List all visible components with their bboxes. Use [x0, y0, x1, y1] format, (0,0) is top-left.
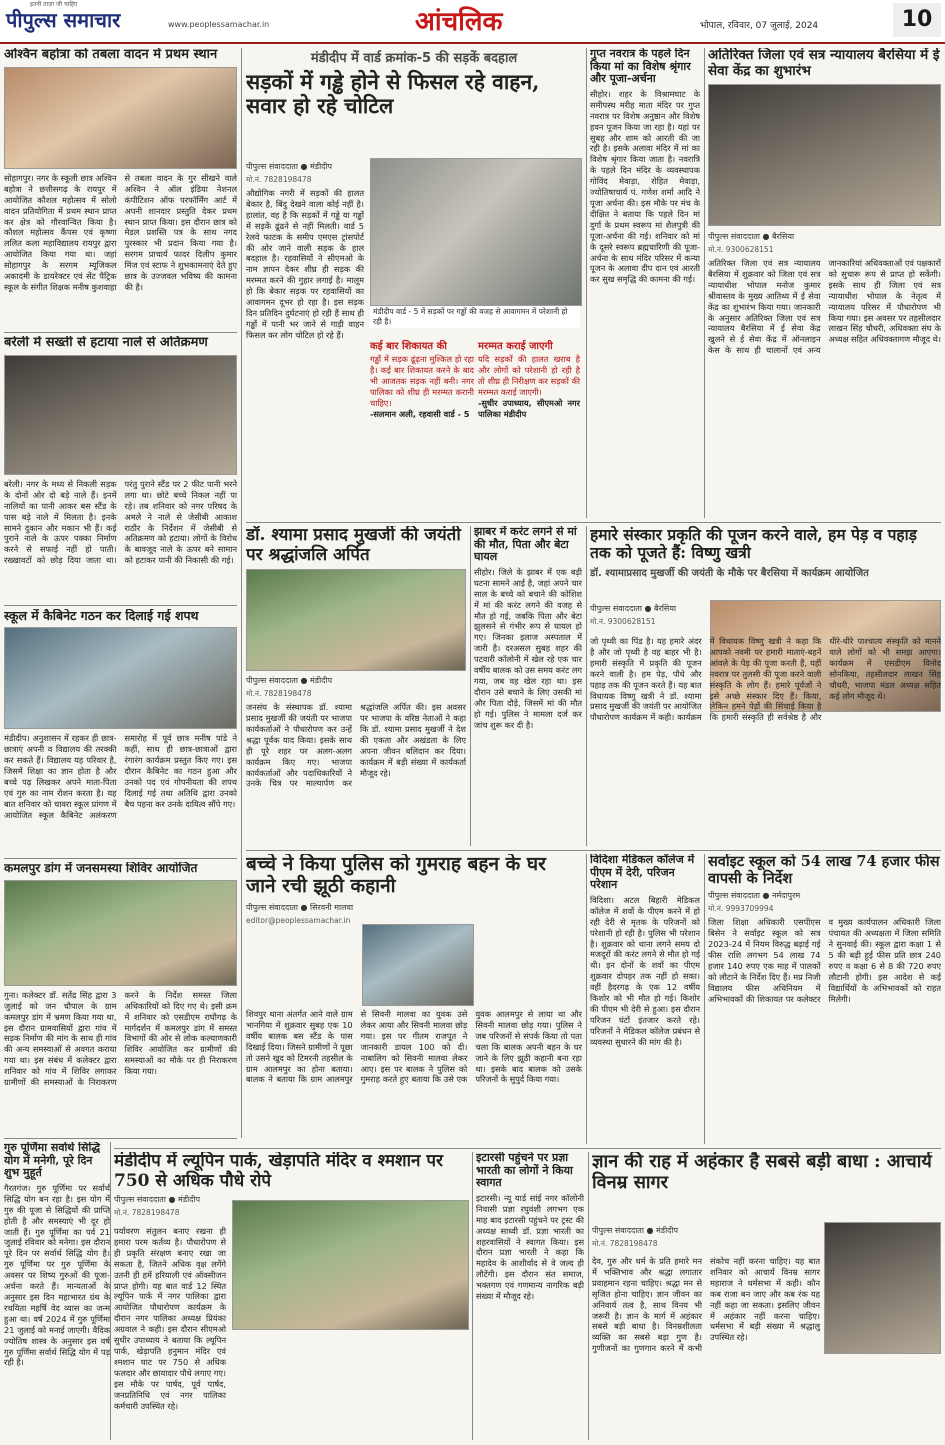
column-rule: [472, 1152, 473, 1440]
story-headline: अतिरिक्त जिला एवं सत्र न्यायालय बैरसिया में ई सेवा केंद्र का शुभारंभ: [708, 48, 940, 79]
story-photo: [4, 67, 237, 169]
story-khatri: [590, 526, 941, 846]
story-eseva: [708, 48, 941, 518]
story-headline: बच्चे ने किया पुलिस को गुमराह बहन के घर जाने रची झूठी कहानी: [246, 854, 546, 897]
story-body: मंडीदीप। अनुशासन में रहकर ही छात्र-छात्राएं अपनी व विद्यालय की तरक्की कर सकते हैं। विद्यालय यह परिवार है, जिसमें शिक्षा का ज्ञान होता है और बच्चे पढ़ लिखकर अपने माता-पिता एवं गुरु का नाम रोशन करता है। यह बात शनिवार को चावरा स्कूल प्रांगण में आयोजित स्कूल कैबिनेट अलंकरण समारोह में पूर्व छात्र मनीष पांडे ने कहीं, साथ ही छात्र-छात्राओं द्वारा रंगारंग कार्यक्रम प्रस्तुत किए गए। इस दौरान कैबिनेट का गठन हुआ और उनको पद एवं गोपनीयता की शपथ दिलाई गई तथा अतिथि द्वारा उनको बैच पहना कर उनके दायित्व सौंपे गए।: [4, 733, 237, 820]
story-plants: [114, 1152, 469, 1440]
photo-caption: मंडीदीप वार्ड - 5 में सड़कों पर गड्ढों की वजह से आवागमन में परेशानी हो रही है।: [370, 306, 580, 328]
column-rule: [704, 48, 705, 518]
story-photo: [4, 355, 237, 475]
story-byline: पीपुल्स संवाददाता ● बैरसिया: [708, 232, 795, 242]
column-rule: [586, 48, 587, 518]
story-body: औद्योगिक नगरी में सड़कों की हालत बेकार है, बिंदु देखने वाला कोई नहीं है। हालांत, वह है कि सड़कों में गड्ढे या गड्ढों में सड़कें ढूंढने से नहीं मिलती। वार्ड 5 रेलवे फाटक के समीप एमएस ट्रांसपोर्ट की ओर जाने वाली सड़क के हाल बदहाल है। रहवासियों ने सीएमओ के नाम ज्ञापन देकर शीघ्र ही सड़क की मरम्मत करने की गुहार लगाई है। मालूम हो कि बेकार सड़क पर रहवासियों का आवागमन दूभर हो रहा है। इस सड़क दिन प्रतिदिन दुर्घटनाएं हो रही हैं साथ ही गड्ढों में पानी भर जाने से गाड़ी वाहन फिसल कर लोग चोटिल हो रहे हैं।: [246, 188, 364, 340]
story-headline: झाबर में करंट लगने से मां की मौत, पिता और बेटा घायल: [474, 526, 577, 564]
story-headline: अश्विन बहोत्रा को तबला वादन में प्रथम स्थान: [4, 48, 218, 62]
brand-tagline: इतनी ताज़ा जी चाहिए: [30, 1, 78, 8]
story-body: शिवपुर थाना अंतर्गत आने वाले ग्राम भानगिया में शुक्रवार सुबह एक 10 वर्षीय बालक बस स्टैंड के पास दिखाई दिया। जिसने ग्रामीणों ने पूछा तो उसने खुद को टिमरनी तहसील के ग्राम आलमपुर का होना बताया। बालक ने बताया कि ग्राम आलमपुर से सिवनी मालवा का युवक उसे लेकर आया और सिवनी मालवा छोड़ गया। इस पर गीतम राजपूत ने जानकारी डायल 100 को दी। नाबालिग को सिवनी मालवा लेकर आए। इस पर बालक ने पुलिस को गुमराह करते हुए बताया कि उसे एक युवक आलमपुर से लाया था और सिवनी मालवा छोड़ गया। पुलिस ने जब परिजनों से संपर्क किया तो पता चला कि बालक अपनी बहन के घर जाने के लिए झूठी कहानी बना रहा था। इसके बाद बालक को उसके परिजनों के सुपुर्द किया गया।: [246, 1009, 582, 1085]
brand-logo: पीपुल्स समाचार: [6, 8, 121, 32]
story-photo: [246, 569, 466, 671]
story-photo: [4, 880, 237, 986]
story-byline: पीपुल्स संवाददाता ● मंडीदीप: [246, 162, 333, 171]
site-url[interactable]: www.peoplessamachar.in: [168, 20, 270, 29]
story-photo: [824, 1222, 941, 1354]
story-byline: पीपुल्स संवाददाता ● बैरसिया: [590, 604, 677, 613]
story-body: पर्यावरण संतुलन बनाए रखना ही हमारा परम कर्तव्य है। पौधारोपण से ही प्रकृति संरक्षण बनाए रखा जा सकता है, जितने अधिक वृक्ष लगेंगे उतनी ही हमें हरियाली एवं ऑक्सीजन प्राप्त होगी। यह बात वार्ड 12 स्थित ल्यूपिन पार्क में नगर पालिका द्वारा आयोजित पौधारोपण कार्यक्रम के दौरान नगर पालिका अध्यक्ष प्रियंका अग्रवाल ने कही। इस दौरान सीएमओ सुधीर उपाध्याय ने बताया कि ल्यूपिन पार्क, खेड़ापति हनुमान मंदिर एवं श्मशान घाट पर 750 से अधिक फलदार और छायादार पौधे लगाए गए। इस मौके पर पार्षद, पूर्व पार्षद, जनप्रतिनिधि एवं नगर पालिका कर्मचारी उपस्थित रहे।: [114, 1226, 226, 1411]
story-body: देव, गुरु और धर्म के प्रति हमारे मन में भक्तिभाव और श्रद्धा लगातार प्रवाहमान रहना चाहिए। श्रद्धा मन से सृजित होना चाहिए। ज्ञान जीवन का अनिवार्य तत्व है, साथ विनय भी जरूरी है। ज्ञान के मार्ग में अहंकार सबसे बड़ी बाधा है। विनम्रशीलता व्यक्ति का सबसे बड़ा गुण है। गुणीजनों का गुणगान करने में कभी संकोच नहीं करना चाहिए। यह बात शनिवार को आचार्य विनम्र सागर महाराज ने धर्मसभा में कही। कौन कब राजा बन जाए और कब रंक यह नहीं कहा जा सकता। इसलिए जीवन में अहंकार नहीं करना चाहिए। धर्मसभा में बड़ी संख्या में श्रद्धालु उपस्थित रहे।: [592, 1256, 820, 1354]
story-body: गुना। कलेक्टर डॉ. सतेंद्र सिंह द्वारा 3 जुलाई को जन चौपाल के ग्राम कमलपुर डांग में भ्रमण किया गया था, इस दौरान ग्रामवासियों द्वारा गांव में सड़क निर्माण की मांग के साथ ही गांव की अन्य समस्याओं से अवगत कराया गया था। इस संबंध में कलेक्टर द्वारा शनिवार को गांव में शिविर लगाकर ग्रामीणों की समस्याओं के निराकरण करने के निर्देश समस्त जिला अधिकारियों को दिए गए थे। इसी क्रम में शनिवार को एसडीएम राघौगढ़ के मार्गदर्शन में कमलपुर डांग में समस्त विभागों की ओर से लोक कल्याणकारी शिविर आयोजित कर ग्रामीणों की समस्याओं का मौके पर ही निराकरण किया गया।: [4, 989, 237, 1088]
story-headline: गुप्त नवरात्र के पहले दिन किया मां का विशेष श्रृंगार और पूजा-अर्चना: [590, 48, 691, 86]
story-mukherjee: [246, 526, 466, 846]
divider: [246, 522, 941, 523]
story-body: इटारसी। न्यू यार्ड सांई नगर कॉलोनी निवासी प्रज्ञा रघुवंशी लगभग एक माह बाद इटारसी पहुंचने पर ट्रस्ट की अध्यक्ष साध्वी डॉ. प्रज्ञा भारती का शहरवासियों ने स्वागत किया। इस दौरान प्रज्ञा भारती ने कहा कि महादेव के आशीर्वाद से वे जल्द ही लौटेंगी। इस दौरान संत समाज, भक्तगण एवं गणमान्य नागरिक बड़ी संख्या में मौजूद रहे।: [476, 1192, 584, 1302]
masthead: [0, 0, 945, 44]
quote-title: मरम्मत कराई जाएगी: [478, 341, 553, 352]
story-medical: [590, 854, 700, 1144]
quote-text: गड्ढों में सड़क ढूंढ़ना मुश्किल हो रहा है। कई बार शिकायत करने के बाद भी आजतक सड़क नहीं बनी। नगर पालिका को शीघ्र ही मरम्मत करानी चाहिए।: [370, 354, 474, 408]
story-guru: [4, 1142, 110, 1440]
story-headline: ज्ञान की राह में अहंकार है सबसे बड़ी बाधा : आचार्य विनम्र सागर: [592, 1152, 932, 1193]
story-headline: इटारसी पहुंचने पर प्रज्ञा भारती का लोगों ने किया स्वागत: [476, 1152, 573, 1190]
story-navratri: [590, 48, 700, 518]
column-rule: [588, 1152, 589, 1440]
story-body: गैरतगंज। गुरु पूर्णिमा पर सर्वार्थ सिद्धि योग बन रहा है। इस योग में गुरु की पूजा से सिद्धियों की प्राप्ति होती है और समस्याएं भी दूर हो जाती हैं। गुरु पूर्णिमा का पर्व 21 जुलाई रविवार को मनेगा। इस दौरान पूरे दिन पर सर्वार्थ सिद्धि योग है। गुरु पूर्णिमा पर गुरु पूर्णिमा के अवसर पर शिष्य गुरुओं की पूजा-अर्चना करते हैं। मान्यताओं के अनुसार इस दिन महाभारत ग्रंथ के रचयिता महर्षि वेद व्यास का जन्म हुआ था। वर्ष 2024 में गुरु पूर्णिमा 21 जुलाई को मनाई जाएगी। वैदिक ज्योतिष शास्त्र के अनुसार इस वर्ष गुरु पूर्णिमा सर्वार्थ सिद्धि योग में पड़ रही है।: [4, 1182, 110, 1368]
story-bareli: [4, 336, 237, 601]
story-headline: गुरु पूर्णिमा सर्वार्थ सिद्धि योग में मनेगी, पूरे दिन शुभ मुहूर्त: [4, 1142, 101, 1180]
column-rule: [470, 526, 471, 846]
story-byline: पीपुल्स संवाददाता ● मंडीदीप: [114, 1195, 201, 1205]
story-headline: सर्वाइट स्कूल को 54 लाख 74 हजार फीस वापसी के निर्देश: [708, 854, 940, 887]
story-byline: पीपुल्स संवाददाता ● सिरवनी मालवा: [246, 902, 354, 912]
story-kicker: डॉ. श्यामाप्रसाद मुखर्जी की जयंती के मौके पर बैरसिया में कार्यक्रम आयोजित: [590, 567, 869, 579]
story-mobile: मो.नं. 7828198478: [592, 1239, 658, 1248]
column-rule: [110, 1142, 111, 1440]
story-headline: बरेली में सख्ती से हटाया नाले से अतिक्रमण: [4, 336, 208, 350]
quote-author: -सुधीर उपाध्याय, सीएमओ नगर पालिका मंडीदीप: [478, 397, 580, 419]
story-school: [4, 609, 237, 855]
story-body: सीहोर। जिले के झाबर में एक बड़ी घटना सामने आई है, जहां अपने चार साल के बच्चे को बचाने की कोशिश में मां की करंट लगने की वजह से मौत हो गई, जबकि पिता और बेटा झुलसने से गंभीर रूप से घायल हो गए। जिनका इलाज अस्पताल में जारी है। दरअसल सुबह शहर की पटवारी कॉलोनी में खेल रहे एक चार वर्षीय बालक को उस समय करंट लग गया, जब वह खेल रहा था। इस दौरान उसे बचाने के लिए उसकी मां और पिता दौड़े, जिसमें मां की मौत हो गई। पुलिस ने मामला दर्ज कर जांच शुरू कर दी है।: [474, 566, 582, 730]
story-mobile: मो.नं. 7828198478: [246, 175, 312, 184]
story-kamalpur: [4, 862, 237, 1134]
story-body: सोहागपुर। नगर के स्कूली छात्र अश्विन बहोत्रा ने छत्तीसगढ़ के रायपुर में आयोजित कौशल महोत्सव में सोलो वादन प्रतियोगिता में प्रथम स्थान प्राप्त कर क्षेत्र को गौरवान्वित किया है। कौशल महोत्सव कैंपस एवं कृष्णा ललित कला महाविद्यालय रायपुर द्वारा आयोजित किया गया था। जहां सोहागपुर के सरगम म्यूजिकल अकादमी के डायरेक्टर एवं सेंट पैट्रिक स्कूल के संगीत शिक्षक मनीष कुशवाहा से तबला वादन के गुर सीखने वाले अश्विन ने ऑल इंडिया नेशनल कंपीटिशन ऑफ परफॉर्मिंग आर्ट में अपनी शानदार प्रस्तुति देकर प्रथम स्थान प्राप्त किया। इस दौरान छात्र को मेडल प्रशस्ति पत्र के साथ नगद पुरस्कार भी प्रदान किया गया है। सरगम प्राचार्य फादर दिलीप कुमार मिंज एवं स्टाफ ने शुभकामनाएं देते हुए छात्र के उज्जवल भविष्य की कामना की है।: [4, 172, 237, 292]
story-roads: [246, 48, 582, 528]
story-body: अतिरिक्त जिला एवं सत्र न्यायालय बैरसिया में शुक्रवार को जिला एवं सत्र न्यायाधीश भोपाल मनोज कुमार श्रीवास्तव के मुख्य आतिथ्य में ई सेवा केंद्र का शुभारंभ किया गया। जानकारी के अनुसार अतिरिक्त जिला एवं सत्र न्यायालय बैरसिया में ई सेवा केंद्र खुलने से ई सेवा केंद्र में ऑनलाइन केस के साथ ही चालानों एवं अन्य जानकारियां अधिवक्ताओं एवं पक्षकारों को सुचारू रूप से प्राप्त हो सकेंगी। इसके साथ ही जिला एवं सत्र न्यायाधीश भोपाल के नेतृत्व में न्यायालय परिसर में पौधारोपण भी किया गया। इस अवसर पर तहसीलदार लाखन सिंह चौधरी, अधिवक्ता संघ के अध्यक्ष सहित अधिवक्तागण मौजूद थे।: [708, 258, 941, 356]
column-rule: [586, 526, 587, 846]
story-fees: [708, 854, 941, 1144]
story-police: [246, 854, 582, 1144]
divider: [114, 1148, 941, 1149]
story-headline: मंडीदीप में ल्यूपिन पार्क, खेड़ापति मंदिर व श्मशान पर 750 से अधिक पौधे रोपे: [114, 1152, 443, 1191]
story-body: जिला शिक्षा अधिकारी एसपीएस बिसेन ने सर्वाइट स्कूल को सत्र 2023-24 में नियम विरुद्ध बढ़ाई गई फीस राशि लगभग 54 लाख 74 हजार 140 रुपए एक माह में पालकों को लौटाने के निर्देश दिए हैं। मप्र निजी विद्यालय फीस अधिनियम में अभिभावकों की शिकायत पर कलेक्टर व मुख्य कार्यपालन अधिकारी जिला पंचायत की अध्यक्षता में जिला समिति ने सुनवाई की। स्कूल द्वारा कक्षा 1 से 5 की बढ़ी हुई फीस प्रति छात्र 240 रुपए व कक्षा 6 से 8 की 720 रुपए लौटानी होगी। इस आदेश से कई विद्यार्थियों के अभिभावकों को राहत मिलेगी।: [708, 917, 941, 1004]
story-pragya: [476, 1152, 584, 1440]
story-kicker: मंडीदीप में वार्ड क्रमांक-5 की सड़कें बदहाल: [310, 51, 518, 66]
story-photo: [370, 158, 582, 306]
story-photo: [4, 627, 237, 729]
dateline: भोपाल, रविवार, 07 जुलाई, 2024: [700, 21, 819, 31]
story-body: जो पृथ्वी का पिंड है। यह हमारे अंदर है और जो पृथ्वी है वह बाहर भी है। हमारी संस्कृति में प्रकृति की पूजन करने वाली है। हम पेड़, पौधे और पहाड़ तक की पूजन करते हैं। यह बात विधायक विष्णु खत्री ने डॉ. श्यामा प्रसाद मुखर्जी की जयंती पर आयोजित पौधारोपण कार्यक्रम में कही। कार्यक्रम में विधायक विष्णु खत्री ने कहा कि आपको नवमी पर हमारी माताएं-बहनें आंवले के पेड़ की पूजा करती हैं, यहीं नवरात्र पर तुलसी की पूजा करने वाली संस्कृति के लोग हैं। हमारे पूर्वजों ने इसे अच्छे संस्कार दिए हैं। किया, लेकिन हमने पेड़ों की सिंचाई किया है कि हमारी संस्कृति ही सर्वश्रेष्ठ है और धीरे-धीरे पाश्चात्य संस्कृति को मानने वाले लोगों को भी समझ आएगा। कार्यक्रम में एसडीएम विनोद सोनकिया, तहसीलदार लाखन सिंह चौधरी, भाजपा मंडल अध्यक्ष सहित कई लोग मौजूद थे।: [590, 636, 941, 723]
story-mobile: मो.नं. 9300628151: [590, 617, 656, 626]
story-headline: विदिशा मेडिकल कॉलेज में पीएम में देरी, परिजन परेशान: [590, 854, 695, 892]
story-headline: स्कूल में कैबिनेट गठन कर दिलाई गई शपथ: [4, 609, 199, 623]
divider: [4, 858, 237, 859]
column-rule: [704, 854, 705, 1144]
story-jhabua: [474, 526, 582, 846]
story-body: बरेली। नगर के मध्य से निकली सड़क के दोनों ओर दो बड़े नाले हैं। इनमें नालियों का पानी आकर बस स्टैंड के पास बड़े नाले में मिलता है। इनके सामने दुकान और मकान भी हैं। कई पुराने नाले के ऊपर पक्का निर्माण करने से सफाई नहीं हो पाती। रख्खावटों को छोड़ दिया जाता था। परंतु पुराने स्टैंड पर 2 फीट पानी भरने लगा था। छोटे बच्चे निकल नहीं पा रहे। तब शनिवार को नगर परिषद के अमले ने नाले से जेसीबी आकाश राठौर के निर्देशन में जेसीबी से अतिक्रमण को हटाया। लोगों के विरोध के बावजूद नाले के ऊपर बने सामान को हटाकर पानी की निकासी की गई।: [4, 478, 237, 566]
story-sagar: [592, 1152, 941, 1440]
story-body: सीहोर। शहर के विश्रामघाट के समीपस्थ मरीह माता मंदिर पर गुप्त नवरात्र पर विशेष अनुष्ठान और विशेष हवन पूजन किया जा रहा है। यहां पर सुबह और शाम को आरती की जा रही है। इसके अलावा मंदिर में मां का विशेष श्रृंगार किया जाता है। नवरात्रि के पहले दिन मंदिर के व्यवस्थापक गोविंद मेवाड़ा, रोहित मेवाड़ा, ज्योतिषाचार्य पं. गणेश शर्मा आदि ने पूजा अर्चना की। इस मौके पर मंच के दीक्षित ने बताया कि पहले दिन मां दुर्गा के प्रथम स्वरूप मां शैलपुत्री की पूजा-अर्चना की गई। शनिवार को मां के दूसरे स्वरूप ब्रह्मचारिणी की पूजा-अर्चना के साथ मंदिर परिसर में कन्या पूजन के अलावा दीप दान एवं आरती कर सुख समृद्धि की कामना की गई।: [590, 88, 700, 285]
story-ashwin: [4, 48, 237, 328]
section-title: आंचलिक: [415, 7, 503, 37]
column-rule: [241, 48, 242, 1138]
story-photo: [708, 84, 941, 226]
divider: [4, 332, 237, 333]
quote-text: यदि सड़कों की हालत खराब है और लोगों को परेशानी हो रही है तो शीघ्र ही निरीक्षण कर सड़कों की मरम्मत कराई जाएगी।: [478, 354, 580, 397]
story-photo: [362, 924, 474, 1006]
divider: [4, 1138, 237, 1139]
story-headline: कमलपुर डांग में जनसमस्या शिविर आयोजित: [4, 862, 198, 875]
story-mobile: मो.नं. 9300628151: [708, 245, 774, 255]
divider: [4, 605, 237, 606]
story-body: जनसंघ के संस्थापक डॉ. श्यामा प्रसाद मुखर्जी की जयंती पर भाजपा कार्यकर्ताओं ने पौधारोपण कर उन्हें श्रद्धा पूर्वक याद किया। इसके साथ ही पूरे शहर पर अलग-अलग कार्यक्रम किए गए। भाजपा कार्यकर्ताओं और पदाधिकारियों ने उनके चित्र पर माल्यार्पण कर श्रद्धांजलि अर्पित की। इस अवसर पर भाजपा के वरिष्ठ नेताओं ने कहा कि डॉ. श्यामा प्रसाद मुखर्जी ने देश की एकता और अखंडता के लिए अपना जीवन बलिदान कर दिया। कार्यक्रम में बड़ी संख्या में कार्यकर्ता मौजूद रहे।: [246, 702, 466, 789]
page-number: 10: [893, 3, 941, 37]
story-byline: पीपुल्स संवाददाता ● मंडीदीप: [592, 1226, 679, 1235]
story-email[interactable]: editor@peoplessamachar.in: [246, 915, 351, 925]
story-body: विदिशा। अटल बिहारी मेडिकल कॉलेज में शवों के पीएम करने में हो रही देरी से मृतक के परिजनों को परेशानी हो रही है। पुलिस भी परेशान है। शुक्रवार को थाना लगने समय दो मजदूरों की करंट लगने से मौत हो गई थी। इन दोनों के शवों का पीएम शुक्रवार दोपहर तक नहीं हो सका। वहीं हैदरगढ़ के एक 12 वर्षीय किशोर को भी मौत हो गई। किशोर की पीएम भी देरी से हुआ। इस दौरान परिजन घंटों इंतजार करते रहे। परिजनों ने मेडिकल कॉलेज प्रबंधन से व्यवस्था सुधारने की मांग की है।: [590, 894, 700, 1047]
story-headline: हमारे संस्कार प्रकृति की पूजन करने वाले, हम पेड़ व पहाड़ तक को पूजते हैं: विष्णु खत्री: [590, 526, 917, 562]
story-byline: पीपुल्स संवाददाता ● मंडीदीप: [246, 676, 333, 686]
story-mobile: मो.नं. 9993709994: [708, 904, 774, 914]
divider: [246, 850, 941, 851]
story-headline: सड़कों में गड्ढे होने से फिसल रहे वाहन, सवार हो रहे चोटिल: [246, 69, 540, 119]
story-headline: डॉ. श्यामा प्रसाद मुखर्जी की जयंती पर श्रद्धांजलि अर्पित: [246, 526, 461, 565]
story-mobile: मो.नं. 7828198478: [114, 1208, 180, 1218]
story-byline: पीपुल्स संवाददाता ● नर्मदापुरम: [708, 891, 801, 901]
column-rule: [586, 854, 587, 1144]
quote-title: कई बार शिकायत की: [370, 341, 447, 352]
story-photo: [232, 1200, 469, 1330]
story-mobile: मो.नं. 7828198478: [246, 689, 312, 699]
quote-author: -सलमान अली, रहवासी वार्ड - 5: [370, 408, 470, 419]
